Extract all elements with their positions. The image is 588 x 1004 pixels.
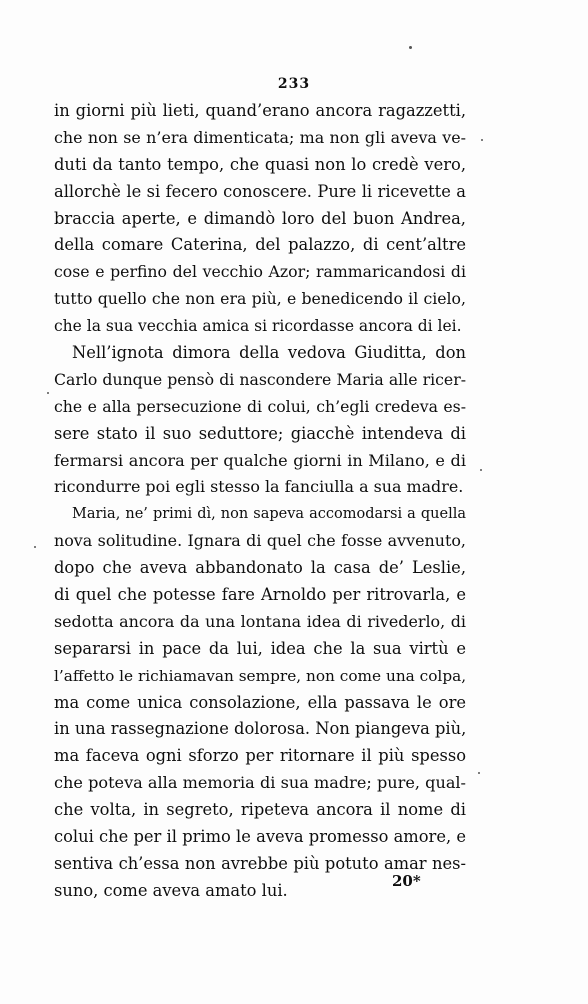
text-line: tutto quello che non era più, e benedicendo il cielo,: [54, 289, 466, 309]
text-line: colui che per il primo le aveva promesso amore, e: [54, 827, 466, 847]
print-speck: [409, 46, 412, 49]
text-line: Nell’ignota dimora della vedova Giuditta, don: [72, 343, 466, 363]
text-line: sedotta ancora da una lontana idea di rivederlo, di: [54, 611, 466, 631]
text-line: suno, come aveva amato lui.: [54, 880, 288, 900]
text-line: allorchè le si fecero conoscere. Pure li ricevette a: [54, 181, 466, 201]
text-line: in una rassegnazione dolorosa. Non piangeva più,: [54, 719, 467, 739]
text-line: di quel che potesse fare Arnoldo per ritrovarla, e: [54, 585, 466, 605]
print-speck: [481, 139, 483, 141]
text-line: che la sua vecchia amica si ricordasse ancora di lei.: [54, 317, 462, 336]
signature-mark: 20*: [392, 872, 421, 890]
text-line: della comare Caterina, del palazzo, di cent’altre: [54, 235, 466, 255]
text-line: sentiva ch’essa non avrebbe più potuto amar nes-: [54, 853, 466, 873]
text-line: dopo che aveva abbandonato la casa de’ Leslie,: [54, 558, 466, 578]
text-line: che non se n’era dimenticata; ma non gli aveva ve-: [54, 127, 466, 147]
text-line: sere stato il suo seduttore; giacchè intendeva di: [54, 423, 466, 443]
text-line: in giorni più lieti, quand’erano ancora ragazzetti,: [54, 101, 466, 120]
text-line: che poteva alla memoria di sua madre; pure, qual-: [54, 773, 466, 793]
print-speck: [34, 546, 36, 548]
text-line: ricondurre poi egli stesso la fanciulla a sua madre.: [54, 477, 464, 497]
text-line: fermarsi ancora per qualche giorni in Milano, e di: [54, 450, 466, 470]
text-line: l’affetto le richiamavan sempre, non come una colpa,: [54, 666, 467, 685]
text-line: cose e perfino del vecchio Azor; rammaricandosi di: [54, 262, 466, 282]
text-line: che e alla persecuzione di colui, ch’egli credeva es-: [54, 396, 466, 416]
text-line: ma faceva ogni sforzo per ritornare il più spesso: [54, 746, 466, 766]
text-line: duti da tanto tempo, che quasi non lo credè vero,: [54, 154, 466, 174]
print-speck: [47, 392, 49, 394]
text-line: separarsi in pace da lui, idea che la sua virtù e: [54, 638, 466, 658]
body-text: [54, 98, 466, 905]
text-line: Maria, ne’ primi dì, non sapeva accomodarsi a quella: [72, 506, 466, 523]
text-line: che volta, in segreto, ripeteva ancora il nome di: [54, 800, 466, 820]
text-line: braccia aperte, e dimandò loro del buon Andrea,: [54, 208, 466, 228]
text-line: Carlo dunque pensò di nascondere Maria alle ricer-: [54, 369, 466, 389]
print-speck: [478, 772, 480, 774]
print-speck: [480, 469, 482, 471]
text-line: nova solitudine. Ignara di quel che fosse avvenuto,: [54, 531, 466, 551]
page-number: 233: [277, 76, 311, 92]
text-line: ma come unica consolazione, ella passava le ore: [54, 692, 466, 712]
